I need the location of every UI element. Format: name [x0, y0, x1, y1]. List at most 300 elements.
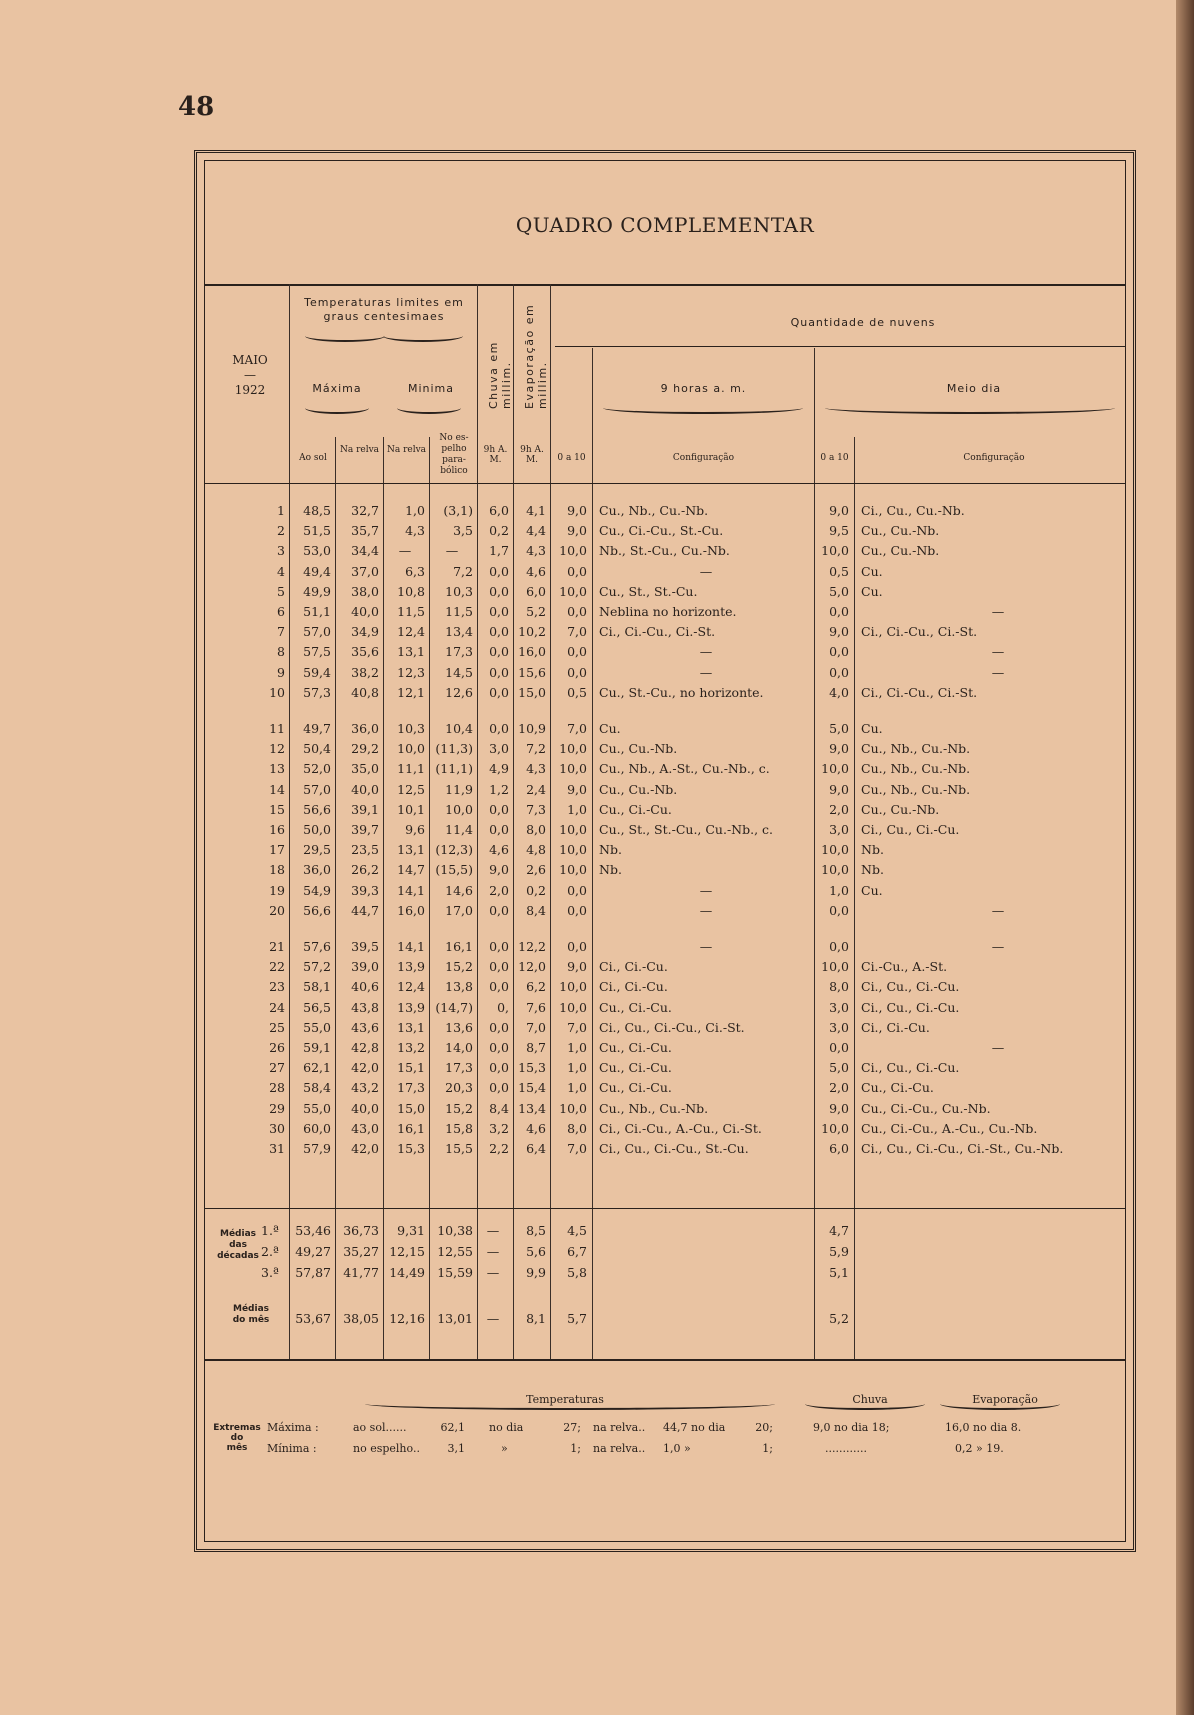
cell-nuvens-meio: 3,0: [829, 822, 849, 837]
cell-chuva: 0,0: [489, 563, 509, 579]
cell-nuvens-meio: 0,0: [829, 902, 849, 918]
cell-espelho: 15,59: [437, 1265, 473, 1280]
page-title: QUADRO COMPLEMENTAR: [515, 213, 815, 237]
header-temperaturas: Temperaturas limites em graus centesimaes: [304, 296, 464, 323]
cell-espelho: 20,3: [445, 1080, 473, 1096]
header-9-horas: 9 horas a. m.: [660, 382, 747, 395]
cell-evap: 8,4: [526, 902, 546, 918]
cell-config-9h: —: [699, 902, 713, 918]
cell-evap: 15,3: [518, 1060, 546, 1076]
cell-ao-sol: 60,0: [303, 1120, 331, 1136]
cell-config-9h: Cu., Cu.-Nb.: [599, 741, 678, 757]
header-chuva: Chuva em millim.: [487, 341, 513, 409]
cell-nuvens-meio: 4,0: [829, 684, 849, 700]
cell-relva-max: 39,1: [351, 801, 379, 817]
cell-config-meio: Ci., Ci.-Cu., Ci.-St.: [861, 624, 978, 640]
cell-ao-sol: 57,3: [303, 684, 331, 700]
cell-nuvens-meio: 9,0: [829, 781, 849, 797]
cell-ao-sol: 57,6: [303, 939, 331, 954]
header-evaporacao: Evaporação em millim.: [523, 303, 549, 409]
cell-nuvens-9h: 10,0: [559, 999, 587, 1015]
cell-config-meio: Ci., Cu., Ci.-Cu.: [861, 1060, 960, 1076]
cell-espelho: 10,4: [445, 721, 473, 736]
cell-relva-max: 34,4: [351, 543, 379, 559]
extremas-max-chuva: 9,0 no dia 18;: [813, 1421, 890, 1434]
brace-extremas-chuva: [805, 1403, 925, 1410]
cell-chuva: —: [486, 1223, 500, 1238]
cell-nuvens-9h: 10,0: [559, 979, 587, 995]
cell-relva-min: 12,4: [397, 979, 425, 995]
cell-nuvens-9h: 9,0: [567, 781, 587, 797]
extremas-min-e: na relva..: [593, 1442, 646, 1455]
cell-relva-max: 40,0: [351, 781, 379, 797]
cell-config-meio: Cu., Nb., Cu.-Nb.: [861, 761, 971, 777]
cell-config-9h: Ci., Ci.-Cu.: [599, 979, 668, 995]
cell-config-meio: Cu., Ci.-Cu., Cu.-Nb.: [861, 1100, 991, 1116]
cell-ao-sol: 55,0: [303, 1100, 331, 1116]
cell-chuva: 0,0: [489, 664, 509, 680]
cell-nuvens-9h: 10,0: [559, 543, 587, 559]
extremas-rule: [205, 1359, 1125, 1361]
cell-config-meio: —: [991, 664, 1005, 680]
cell-relva-min: 14,1: [397, 939, 425, 954]
table-inner-frame: [204, 160, 1126, 1542]
cell-nuvens-9h: 8,0: [567, 1120, 587, 1136]
cell-evap: 12,2: [518, 939, 546, 954]
cell-chuva: 1,7: [489, 543, 509, 559]
cell-relva-max: 26,2: [351, 862, 379, 878]
cell-day: 6: [277, 604, 285, 619]
cell-espelho: 14,0: [445, 1040, 473, 1055]
cell-ao-sol: 56,6: [303, 801, 331, 817]
cell-evap: 4,6: [526, 1120, 546, 1136]
cell-ao-sol: 49,7: [303, 721, 331, 736]
cell-day: 30: [269, 1120, 285, 1136]
col-sep-date: [289, 284, 290, 1359]
cell-relva-min: —: [398, 543, 412, 559]
cell-chuva: 0,0: [489, 583, 509, 599]
cell-config-9h: Cu., Ci.-Cu.: [599, 1080, 672, 1096]
cell-nuvens-9h: 0,0: [567, 644, 587, 660]
cell-nuvens-9h: 9,0: [567, 959, 587, 975]
cell-nuvens-meio: 6,0: [829, 1141, 849, 1156]
cell-mes-nuvens-meio: 5,2: [829, 1311, 849, 1326]
cell-config-meio: Ci., Cu., Cu.-Nb.: [861, 503, 965, 518]
cell-ao-sol: 57,2: [303, 959, 331, 975]
cell-chuva: 2,0: [489, 882, 509, 898]
brace-9h: [603, 407, 803, 414]
header-quantidade-nuvens: Quantidade de nuvens: [790, 316, 936, 329]
cell-relva-max: 41,77: [343, 1265, 379, 1280]
cell-day: 16: [269, 822, 285, 837]
cell-relva-max: 40,0: [351, 604, 379, 619]
cell-chuva: 6,0: [489, 503, 509, 518]
cell-evap: 7,2: [526, 741, 546, 757]
cell-evap: 5,6: [526, 1244, 546, 1259]
header-config-meio: Configuração: [963, 453, 1025, 463]
extremas-max-evap: 16,0 no dia 8.: [945, 1421, 1022, 1434]
cell-mes-evap: 8,1: [526, 1311, 546, 1326]
cell-evap: 7,3: [526, 801, 546, 817]
cell-nuvens-meio: 10,0: [821, 761, 849, 777]
cell-relva-max: 40,6: [351, 979, 379, 995]
header-escala-meio: 0 a 10: [820, 453, 849, 463]
cell-relva-min: 12,1: [397, 684, 425, 700]
cell-espelho: 11,9: [445, 781, 473, 797]
extremas-max-a: ao sol......: [353, 1421, 407, 1434]
cell-relva-max: 29,2: [351, 741, 379, 757]
cell-day: 24: [269, 999, 285, 1015]
cell-evap: 4,3: [526, 543, 546, 559]
cell-mes-relva-min: 12,16: [389, 1311, 425, 1326]
cell-ao-sol: 48,5: [303, 503, 331, 518]
cell-chuva: 0,0: [489, 979, 509, 995]
cell-nuvens-meio: 0,0: [829, 939, 849, 954]
cell-relva-max: 43,0: [351, 1120, 379, 1136]
cell-config-meio: Ci., Cu., Ci.-Cu., Ci.-St., Cu.-Nb.: [861, 1141, 1064, 1156]
cell-nuvens-meio: 0,0: [829, 664, 849, 680]
cell-config-meio: —: [991, 604, 1005, 619]
cell-mes-chuva: —: [486, 1311, 500, 1326]
brace-min: [397, 407, 461, 414]
cell-ao-sol: 56,6: [303, 902, 331, 918]
cell-espelho: 17,0: [445, 902, 473, 918]
cell-chuva: 0,0: [489, 959, 509, 975]
cell-evap: 10,9: [518, 721, 546, 736]
cell-config-9h: Nb.: [599, 842, 622, 858]
cell-espelho: 15,5: [445, 1141, 473, 1156]
cell-nuvens-9h: 9,0: [567, 523, 587, 539]
header-escala-9h: 0 a 10: [557, 453, 586, 463]
cell-relva-min: 14,1: [397, 882, 425, 898]
cell-ao-sol: 53,46: [295, 1223, 331, 1238]
cell-relva-max: 38,0: [351, 583, 379, 599]
cell-relva-min: 10,3: [397, 721, 425, 736]
cell-ao-sol: 50,4: [303, 741, 331, 757]
cell-espelho: 12,6: [445, 684, 473, 700]
cell-evap: 6,0: [526, 583, 546, 599]
cell-espelho: 14,5: [445, 664, 473, 680]
header-9h-evap: 9h A. M.: [520, 445, 544, 465]
cell-config-meio: Cu.: [861, 882, 883, 898]
cell-evap: 8,5: [526, 1223, 546, 1238]
cell-nuvens-meio: 10,0: [821, 842, 849, 858]
cell-config-9h: —: [699, 563, 713, 579]
cell-espelho: (11,3): [435, 741, 473, 757]
cell-espelho: 13,4: [445, 624, 473, 640]
cell-ao-sol: 49,27: [295, 1244, 331, 1259]
cell-relva-min: 9,31: [397, 1223, 425, 1238]
cell-evap: 4,1: [526, 503, 546, 518]
cell-nuvens-9h: 0,0: [567, 563, 587, 579]
cell-chuva: 4,9: [489, 761, 509, 777]
cell-evap: 15,0: [518, 684, 546, 700]
cell-relva-max: 40,0: [351, 1100, 379, 1116]
cell-evap: 7,0: [526, 1019, 546, 1035]
cell-ao-sol: 55,0: [303, 1019, 331, 1035]
cell-nuvens-9h: 5,8: [567, 1265, 587, 1280]
cell-config-9h: Ci., Cu., Ci.-Cu., St.-Cu.: [599, 1141, 749, 1156]
cell-chuva: 0,0: [489, 1019, 509, 1035]
cell-nuvens-meio: 2,0: [829, 801, 849, 817]
cell-day: 31: [269, 1141, 285, 1156]
cell-evap: 4,4: [526, 523, 546, 539]
cell-config-meio: —: [991, 1040, 1005, 1055]
cell-config-9h: Cu., St.-Cu., no horizonte.: [599, 684, 764, 700]
cell-nuvens-9h: 1,0: [567, 801, 587, 817]
cell-relva-max: 36,0: [351, 721, 379, 736]
cell-evap: 10,2: [518, 624, 546, 640]
cell-relva-max: 37,0: [351, 563, 379, 579]
cell-nuvens-9h: 10,0: [559, 1100, 587, 1116]
cell-nuvens-9h: 10,0: [559, 822, 587, 837]
cell-evap: 6,4: [526, 1141, 546, 1156]
cell-espelho: 10,38: [437, 1223, 473, 1238]
cell-nuvens-meio: 5,0: [829, 583, 849, 599]
cell-espelho: 16,1: [445, 939, 473, 954]
brace-max: [305, 407, 369, 414]
cell-day: 7: [277, 624, 285, 640]
cell-chuva: 2,2: [489, 1141, 509, 1156]
cell-day: 25: [269, 1019, 285, 1035]
cell-config-9h: Cu., Ci.-Cu.: [599, 801, 672, 817]
cell-relva-min: 10,8: [397, 583, 425, 599]
cell-chuva: 0,2: [489, 523, 509, 539]
extremas-h-temperaturas: Temperaturas: [526, 1393, 604, 1406]
cell-nuvens-9h: 0,0: [567, 902, 587, 918]
cell-day: 14: [269, 781, 285, 797]
cell-relva-max: 38,2: [351, 664, 379, 680]
cell-config-meio: Cu., Ci.-Cu.: [861, 1080, 934, 1096]
cell-day: 8: [277, 644, 285, 660]
cell-ao-sol: 57,0: [303, 624, 331, 640]
cell-config-9h: Cu.: [599, 721, 621, 736]
cell-config-9h: Cu., Ci.-Cu.: [599, 1060, 672, 1076]
cell-nuvens-meio: 9,0: [829, 624, 849, 640]
cell-relva-max: 43,6: [351, 1019, 379, 1035]
extremas-label: Extremas do mês: [213, 1423, 261, 1453]
cell-nuvens-meio: 10,0: [821, 1120, 849, 1136]
cell-chuva: 0,0: [489, 822, 509, 837]
cell-nuvens-meio: 10,0: [821, 543, 849, 559]
cell-decada: 1.ª: [261, 1223, 279, 1238]
cell-day: 9: [277, 664, 285, 680]
cell-nuvens-meio: 0,0: [829, 1040, 849, 1055]
header-na-relva-max: Na relva: [339, 445, 380, 455]
cell-ao-sol: 53,0: [303, 543, 331, 559]
cell-relva-min: 13,9: [397, 999, 425, 1015]
cell-relva-min: 9,6: [405, 822, 425, 837]
cell-config-9h: Cu., Nb., Cu.-Nb.: [599, 503, 709, 518]
cell-evap: 15,4: [518, 1080, 546, 1096]
cell-nuvens-meio: 10,0: [821, 862, 849, 878]
cell-config-9h: —: [699, 939, 713, 954]
cell-day: 26: [269, 1040, 285, 1055]
cell-nuvens-9h: 1,0: [567, 1080, 587, 1096]
cell-espelho: 13,8: [445, 979, 473, 995]
cell-relva-min: 17,3: [397, 1080, 425, 1096]
cell-relva-min: 12,5: [397, 781, 425, 797]
extremas-max-c: no dia: [489, 1421, 524, 1434]
cell-relva-min: 15,1: [397, 1060, 425, 1076]
nuvens-divider: [555, 346, 1125, 347]
cell-evap: 9,9: [526, 1265, 546, 1280]
cell-ao-sol: 29,5: [303, 842, 331, 858]
cell-nuvens-9h: 10,0: [559, 583, 587, 599]
cell-mes-relva-max: 38,05: [343, 1311, 379, 1326]
header-bottom-rule: [205, 483, 1125, 484]
month-label: MAIO — 1922: [232, 353, 268, 397]
cell-config-meio: Nb.: [861, 842, 884, 858]
cell-evap: 13,4: [518, 1100, 546, 1116]
cell-espelho: (3,1): [443, 503, 473, 518]
cell-espelho: 15,2: [445, 1100, 473, 1116]
medias-mes-label: Médias do mês: [232, 1304, 270, 1325]
extremas-min-b: 3,1: [447, 1442, 465, 1455]
cell-relva-min: 4,3: [405, 523, 425, 539]
cell-relva-max: 42,8: [351, 1040, 379, 1055]
cell-day: 20: [269, 902, 285, 918]
cell-relva-max: 39,7: [351, 822, 379, 837]
cell-day: 5: [277, 583, 285, 599]
extremas-min-evap: 0,2 » 19.: [955, 1442, 1004, 1455]
brace-extremas-temp: [365, 1403, 775, 1410]
cell-day: 13: [269, 761, 285, 777]
cell-day: 3: [277, 543, 285, 559]
cell-relva-min: 13,1: [397, 644, 425, 660]
header-na-relva-min: Na relva: [386, 445, 427, 455]
cell-ao-sol: 59,1: [303, 1040, 331, 1055]
cell-day: 4: [277, 563, 285, 579]
cell-chuva: 0,0: [489, 624, 509, 640]
cell-relva-min: 14,7: [397, 862, 425, 878]
cell-espelho: 12,55: [437, 1244, 473, 1259]
cell-espelho: 11,4: [445, 822, 473, 837]
extremas-max-d: 27;: [563, 1421, 581, 1434]
cell-day: 2: [277, 523, 285, 539]
cell-relva-max: 34,9: [351, 624, 379, 640]
cell-day: 19: [269, 882, 285, 898]
brace-meio: [825, 407, 1115, 414]
cell-config-meio: Cu., Cu.-Nb.: [861, 801, 940, 817]
cell-config-meio: —: [991, 902, 1005, 918]
col-sep-relva-max: [383, 437, 384, 1359]
cell-relva-min: 1,0: [405, 503, 425, 518]
cell-evap: 12,0: [518, 959, 546, 975]
cell-relva-min: 10,0: [397, 741, 425, 757]
cell-config-9h: Nb.: [599, 862, 622, 878]
cell-config-meio: —: [991, 644, 1005, 660]
cell-config-meio: Cu., Cu.-Nb.: [861, 543, 940, 559]
cell-chuva: 0,0: [489, 604, 509, 619]
cell-day: 28: [269, 1080, 285, 1096]
cell-chuva: 0,0: [489, 902, 509, 918]
cell-nuvens-9h: 0,0: [567, 882, 587, 898]
cell-chuva: 8,4: [489, 1100, 509, 1116]
cell-espelho: (11,1): [435, 761, 473, 777]
cell-ao-sol: 58,1: [303, 979, 331, 995]
extremas-maxima-label: Máxima :: [267, 1421, 319, 1434]
cell-relva-max: 35,6: [351, 644, 379, 660]
cell-relva-max: 40,8: [351, 684, 379, 700]
cell-relva-min: 14,49: [389, 1265, 425, 1280]
cell-config-9h: Cu., Nb., Cu.-Nb.: [599, 1100, 709, 1116]
cell-espelho: 15,8: [445, 1120, 473, 1136]
cell-relva-min: 12,15: [389, 1244, 425, 1259]
cell-relva-min: 15,0: [397, 1100, 425, 1116]
cell-espelho: 17,3: [445, 1060, 473, 1076]
cell-config-9h: Cu., Nb., A.-St., Cu.-Nb., c.: [599, 761, 770, 777]
cell-relva-min: 10,1: [397, 801, 425, 817]
col-sep-sol: [335, 437, 336, 1359]
cell-espelho: (14,7): [435, 999, 473, 1015]
cell-evap: 4,6: [526, 563, 546, 579]
cell-config-9h: Cu., Ci.-Cu., St.-Cu.: [599, 523, 724, 539]
cell-day: 11: [269, 721, 285, 736]
header-maxima: Máxima: [312, 382, 362, 395]
cell-relva-min: 16,1: [397, 1120, 425, 1136]
cell-relva-max: 23,5: [351, 842, 379, 858]
extremas-max-e: na relva..: [593, 1421, 646, 1434]
cell-config-meio: Cu., Ci.-Cu., A.-Cu., Cu.-Nb.: [861, 1120, 1038, 1136]
col-sep-relva-min: [429, 437, 430, 1359]
cell-espelho: 14,6: [445, 882, 473, 898]
decadas-rule: [205, 1208, 1125, 1209]
extremas-max-b: 62,1: [440, 1421, 465, 1434]
cell-relva-min: 12,3: [397, 664, 425, 680]
cell-evap: 15,6: [518, 664, 546, 680]
table-frame: [194, 150, 1136, 1552]
cell-relva-min: 15,3: [397, 1141, 425, 1156]
cell-nuvens-meio: 8,0: [829, 979, 849, 995]
decadas-label: Médias das décadas: [217, 1229, 259, 1261]
cell-config-meio: Ci., Ci.-Cu.: [861, 1019, 930, 1035]
cell-config-9h: —: [699, 644, 713, 660]
cell-config-meio: Ci., Cu., Ci.-Cu.: [861, 979, 960, 995]
cell-relva-max: 35,0: [351, 761, 379, 777]
cell-day: 12: [269, 741, 285, 757]
cell-chuva: 0,0: [489, 1040, 509, 1055]
cell-nuvens-meio: 5,0: [829, 1060, 849, 1076]
cell-relva-max: 39,3: [351, 882, 379, 898]
cell-nuvens-meio: 3,0: [829, 999, 849, 1015]
header-meio-dia: Meio dia: [946, 382, 1002, 395]
cell-day: 10: [269, 684, 285, 700]
cell-config-meio: Cu., Cu.-Nb.: [861, 523, 940, 539]
cell-config-9h: Cu., Cu.-Nb.: [599, 781, 678, 797]
cell-espelho: 3,5: [453, 523, 473, 539]
cell-ao-sol: 49,4: [303, 563, 331, 579]
cell-nuvens-meio: 9,0: [829, 741, 849, 757]
extremas-min-c: »: [501, 1442, 508, 1455]
cell-config-9h: Nb., St.-Cu., Cu.-Nb.: [599, 543, 730, 559]
cell-config-9h: Ci., Ci.-Cu., A.-Cu., Ci.-St.: [599, 1120, 762, 1136]
cell-day: 23: [269, 979, 285, 995]
cell-espelho: —: [445, 543, 459, 559]
cell-chuva: 0,0: [489, 801, 509, 817]
cell-evap: 16,0: [518, 644, 546, 660]
cell-nuvens-meio: 5,0: [829, 721, 849, 736]
cell-day: 22: [269, 959, 285, 975]
col-sep-nuv2: [854, 437, 855, 1359]
cell-nuvens-9h: 7,0: [567, 1141, 587, 1156]
cell-day: 21: [269, 939, 285, 954]
cell-decada: 3.ª: [261, 1265, 279, 1280]
extremas-min-chuva: ............: [825, 1442, 867, 1455]
extremas-min-f: 1,0 »: [663, 1442, 691, 1455]
cell-config-9h: Cu., St., St.-Cu.: [599, 583, 698, 599]
extremas-minima-label: Mínima :: [267, 1442, 317, 1455]
